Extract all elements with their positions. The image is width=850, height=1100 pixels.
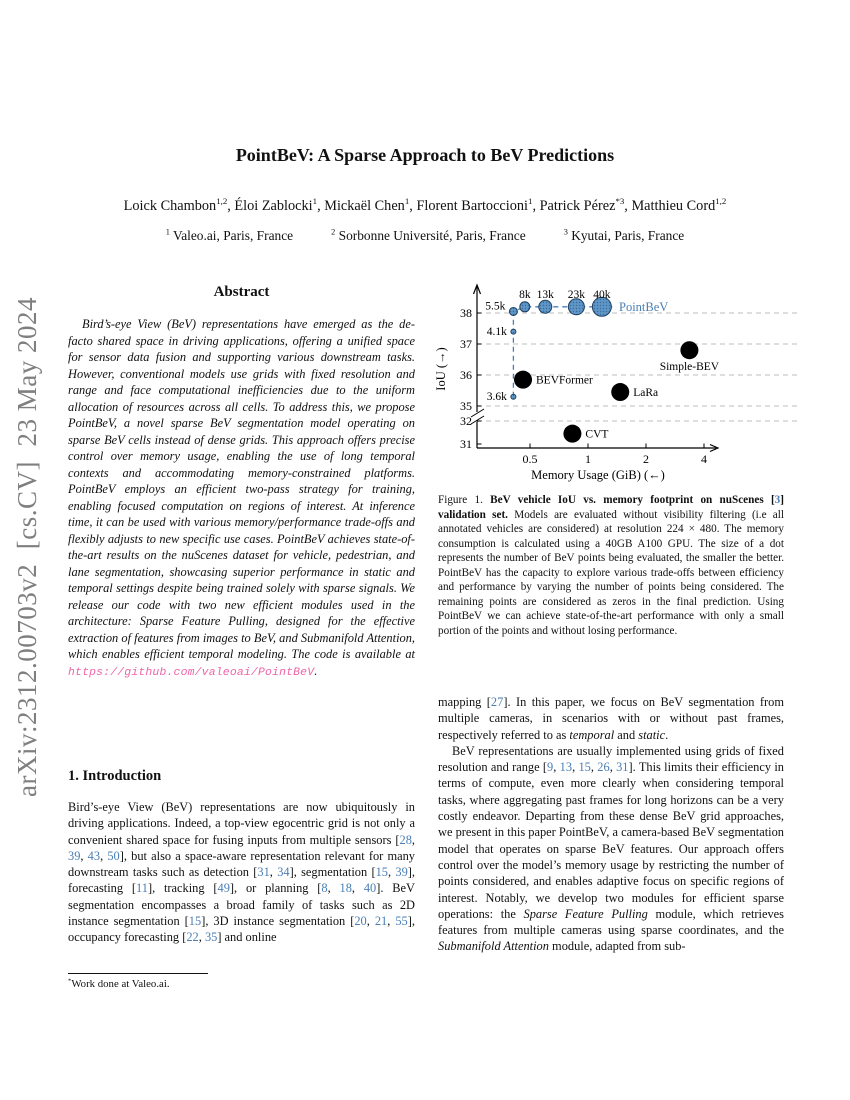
citation-link[interactable]: 31 (616, 760, 629, 775)
citation-link[interactable]: 39 (395, 865, 408, 880)
footnote-text: Work done at Valeo.ai. (71, 978, 170, 990)
citation-link[interactable]: 26 (597, 760, 610, 775)
citation-link[interactable]: 55 (395, 914, 408, 929)
citation-link[interactable]: 20 (354, 914, 367, 929)
affiliation: $^2$ Sorbonne Université, Paris, France (331, 227, 526, 243)
citation-link[interactable]: 40 (363, 881, 377, 896)
citation-link[interactable]: 11 (136, 881, 148, 896)
data-point-LaRa (611, 383, 629, 401)
point-label-Simple-BEV: Simple-BEV (659, 361, 720, 374)
arxiv-stamp: arXiv:2312.00703v2 [cs.CV] 23 May 2024 (12, 297, 42, 797)
point-label-40k: 40k (593, 289, 611, 301)
x-tick-label-4: 4 (701, 452, 707, 466)
citation-link[interactable]: 35 (204, 930, 218, 945)
citation-link[interactable]: 34 (277, 865, 290, 880)
affiliation: $^3$ Kyutai, Paris, France (563, 227, 685, 243)
abstract-text: Bird’s-eye View (BeV) representations have emerged as the de-facto shared space in driving applications, offering a unified space for sensor data fusion and supporting various downstream tasks. However, conventional models use grids with fixed resolution and range and face computational inefficiencies due to the uniform allocation of resources across all cells. To address this, we propose PointBeV, a novel sparse BeV segmentation model operating on sparse BeV cells instead of dense grids. This approach offers precise control over memory usage, enabling the use of long temporal contexts and accommodating memory-constrained platforms. PointBeV employs an efficient two-pass strategy for training, enabling focused computation on regions of interest. At inference time, it can be used with various memory/performance trade-offs and flexibly adjusts to new specific use cases. PointBeV achieves state-of-the-art results on the nuScenes dataset for vehicle, pedestrian, and lane segmentation, showcasing superior performance in static and temporal settings despite being trained solely with sparse signals. We release our code with two new efficient modules used in the architecture: Sparse Feature Pulling, designed for the effective extraction of features from images to BeV, and Submanifold Attention, which enables efficient temporal modeling. The code is available at https://github.com/valeoai/PointBeV. (68, 317, 415, 679)
body-paragraph: BeV representations are usually implemented using grids of fixed resolution and range [9, 13, 15, 26, 31]. This limits their efficiency in terms of compute, even more clearly when considering temporal tasks, where aggregating past frames for long horizons can be a very costly endeavor. Departing from these dense BeV grid approaches, we present in this paper PointBeV, a camera-based BeV segmentation model that operates on sparse BeV features. Our approach offers control over the model’s memory usage by restricting the number of points considered, and enables adaptive focus on specific regions of interest. Notably, we develop two modules for efficient sparse operations: the Sparse Feature Pulling module, which retrieves features from multiple cameras using sparse coordinates, and the Submanifold Attention module, adapted from sub- (438, 743, 784, 954)
citation-link[interactable]: 39 (68, 848, 81, 863)
series-label-pointbev: PointBeV (619, 299, 669, 314)
y-tick-label-36: 36 (460, 368, 472, 382)
y-axis-title: IoU (→) (434, 347, 448, 391)
footnote-rule (68, 973, 208, 974)
author: Matthieu Cord$^{1,2}$ (631, 196, 727, 214)
citation-link[interactable]: 18 (339, 881, 352, 896)
citation-link[interactable]: 28 (399, 832, 412, 847)
citation-link[interactable]: 27 (490, 695, 504, 709)
point-label-CVT: CVT (585, 428, 609, 441)
citation-link[interactable]: 21 (374, 914, 388, 929)
data-point-pointbev-3.6k (511, 394, 516, 399)
citation-link[interactable]: 15 (578, 760, 591, 775)
x-tick-label-1: 1 (585, 452, 591, 466)
y-tick-label-35: 35 (460, 399, 472, 413)
citation-link[interactable]: 31 (257, 865, 270, 880)
data-point-CVT (563, 425, 581, 443)
point-label-5.5k: 5.5k (485, 300, 506, 313)
figure-1-caption: Figure 1. BeV vehicle IoU vs. memory footprint on nuScenes [3] validation set. Models are evaluated without visibility filtering (i.e all annotated vehicles are considered) at resolution 224 × 480. The memory consumption is calculated using a 40GB A100 GPU. The size of a dot represents the number of BeV points being evaluated, the smaller the better. PointBeV has the capacity to explore various trade-offs between efficiency and performance by varying the number of points being considered. The remaining points are considered as zeros in the final prediction. Using PointBeV we can achieve state-of-the-art performance with only a small portion of the points and without losing performance. (438, 494, 784, 637)
affiliation: $^1$ Valeo.ai, Paris, France (165, 227, 294, 243)
data-point-pointbev-5.5k (509, 307, 517, 315)
data-point-BEVFormer (514, 371, 532, 389)
point-label-4.1k: 4.1k (486, 326, 507, 339)
citation-link[interactable]: 13 (559, 760, 573, 775)
author: Florent Bartoccioni$^1$, (416, 196, 537, 214)
right-column-body (438, 694, 784, 955)
x-axis-title: Memory Usage (GiB) (←) (531, 468, 665, 482)
introduction-paragraph: Bird’s-eye View (BeV) representations are now ubiquitously in driving applications. Indeed, a top-view egocentric grid is not only a convenient shared space for fusing inputs from multiple sensors [28, 39, 43, 50], but also a space-aware representation relevant for many downstream tasks such as detection [31, 34], segmentation [15, 39], forecasting [11], tracking [49], or planning [8, 18, 40]. BeV segmentation encompasses a broad family of tasks such as 2D instance segmentation [15], 3D instance segmentation [20, 21, 55], occupancy forecasting [22, 35] and online (68, 800, 416, 945)
y-tick-label-37: 37 (460, 337, 472, 351)
citation-link[interactable]: 15 (188, 914, 202, 929)
point-label-BEVFormer: BEVFormer (536, 374, 593, 387)
point-label-8k: 8k (519, 289, 531, 301)
author: Éloi Zablocki$^1$, (234, 196, 321, 214)
x-tick-label-2: 2 (643, 452, 649, 466)
point-label-3.6k: 3.6k (486, 391, 507, 404)
y-tick-label-31: 31 (460, 437, 472, 451)
citation-link[interactable]: 22 (186, 930, 199, 945)
abstract-heading: Abstract (213, 284, 270, 300)
y-tick-label-38: 38 (460, 306, 472, 320)
y-tick-label-32: 32 (460, 414, 472, 428)
data-point-Simple-BEV (680, 341, 698, 359)
github-link[interactable]: https://github.com/valeoai/PointBeV (68, 666, 315, 679)
citation-link[interactable]: 50 (107, 848, 120, 863)
citation-link[interactable]: 3 (774, 494, 781, 506)
x-tick-label-0.5: 0.5 (522, 452, 538, 466)
page-title: PointBeV: A Sparse Approach to BeV Predictions (235, 145, 615, 165)
citation-link[interactable]: 49 (217, 881, 230, 896)
footnote (68, 978, 415, 990)
footnote-marker: * (68, 977, 72, 985)
data-point-pointbev-4.1k (511, 329, 516, 334)
author: Loick Chambon$^{1,2}$, (123, 196, 231, 214)
citation-link[interactable]: 43 (87, 848, 101, 863)
authors-line (0, 198, 850, 215)
point-label-23k: 23k (567, 289, 585, 301)
data-point-pointbev-8k (520, 302, 530, 312)
point-label-LaRa: LaRa (633, 387, 659, 400)
citation-link[interactable]: 15 (375, 865, 388, 880)
data-point-pointbev-23k (568, 299, 584, 315)
figure-1-chart (428, 274, 808, 488)
affiliations-line (0, 228, 850, 244)
author: Mickaël Chen$^1$, (324, 196, 413, 214)
section-heading-introduction: 1. Introduction (68, 768, 162, 784)
data-point-pointbev-13k (539, 300, 552, 313)
point-label-13k: 13k (536, 289, 554, 301)
citation-link[interactable]: 9 (547, 760, 554, 775)
author: Patrick Pérez$^{*3}$, (539, 196, 628, 214)
body-paragraph: mapping [27]. In this paper, we focus on BeV segmentation from multiple cameras, in scenarios with or without past frames, respectively referred to as temporal and static. (438, 695, 784, 742)
citation-link[interactable]: 8 (321, 881, 328, 896)
